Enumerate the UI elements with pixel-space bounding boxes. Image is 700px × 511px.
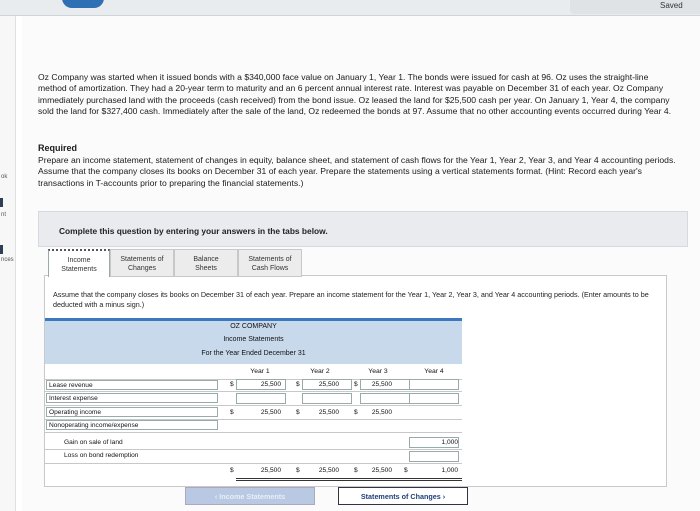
- column-header-year4: Year 4: [424, 368, 444, 375]
- value-operating-income-year3: 25,500: [371, 409, 392, 416]
- column-header-year1: Year 1: [250, 368, 270, 375]
- column-header-year3: Year 3: [368, 368, 388, 375]
- column-header-year2: Year 2: [310, 368, 330, 375]
- input-lease-revenue-year4[interactable]: [409, 379, 459, 390]
- value-operating-income-year2: 25,500: [318, 409, 339, 416]
- input-loss-on-bond-year4[interactable]: [409, 451, 459, 462]
- tab-statements-of-changes[interactable]: [110, 249, 174, 277]
- prev-tab-button[interactable]: [185, 487, 315, 505]
- sidebar-marker-2: [0, 245, 3, 254]
- tab-income-statements-line1: Income: [67, 257, 91, 264]
- currency-sign: $: [354, 381, 358, 388]
- statement-period: For the Year Ended December 31: [201, 350, 306, 357]
- chevron-right-icon: ›: [440, 492, 446, 501]
- input-interest-expense-year2[interactable]: [302, 393, 352, 404]
- tab-statements-of-changes-line2: Changes: [127, 265, 157, 272]
- input-interest-expense-year1[interactable]: [236, 393, 286, 404]
- value-lease-revenue-year1: 25,500: [260, 381, 281, 388]
- currency-sign: $: [296, 381, 300, 388]
- tab-statements-of-cash-flows-line1: Statements of: [248, 256, 292, 263]
- required-text: Prepare an income statement, statement of changes in equity, balance sheet, and statement of cash flows for the Year 1, Year 2, Year 3, and Year 4 accounting periods. Assume that the company closes its books on December 31 of each year. Prepare the statements using a vertical statements format. (Hint: Record each year's transactions in T-accounts prior to preparing the financial statements.): [38, 155, 676, 188]
- instruction-banner: [38, 211, 688, 247]
- prev-tab-label: Income Statements: [219, 492, 286, 501]
- statement-company: OZ COMPANY: [230, 323, 277, 330]
- tab-balance-sheets[interactable]: [174, 249, 238, 277]
- next-tab-button[interactable]: [338, 487, 468, 505]
- tab-statements-of-changes-line1: Statements of: [120, 256, 164, 263]
- row-divider: [45, 463, 462, 464]
- total-underline: [236, 478, 462, 479]
- tab-income-statements-line2: Statements: [61, 266, 97, 273]
- tab-statements-of-cash-flows[interactable]: [238, 249, 302, 277]
- row-label-gain-on-sale: Gain on sale of land: [64, 439, 123, 446]
- total-double-underline: [236, 480, 462, 481]
- row-divider: [45, 449, 462, 450]
- value-net-income-year1: 25,500: [260, 467, 281, 474]
- value-net-income-year4: 1,000: [441, 467, 458, 474]
- value-operating-income-year1: 25,500: [260, 409, 281, 416]
- value-gain-on-sale-year4: 1,000: [441, 439, 458, 446]
- currency-sign: $: [354, 467, 358, 474]
- sidebar-marker-1: [0, 198, 3, 207]
- value-net-income-year2: 25,500: [318, 467, 339, 474]
- currency-sign: $: [296, 467, 300, 474]
- value-lease-revenue-year3: 25,500: [371, 381, 392, 388]
- row-divider: [45, 432, 462, 433]
- statement-title: Income Statements: [223, 336, 284, 343]
- currency-sign: $: [230, 467, 234, 474]
- saved-label: Saved: [660, 1, 683, 10]
- currency-sign: $: [230, 381, 234, 388]
- check-badge: [62, 0, 104, 8]
- tab-income-statements[interactable]: [48, 249, 110, 277]
- statement-header: [45, 318, 462, 364]
- sidebar-label-2: nt: [1, 212, 7, 218]
- row-divider: [45, 405, 462, 406]
- currency-sign: $: [354, 409, 358, 416]
- row-label-lease-revenue[interactable]: Lease revenue: [46, 380, 218, 390]
- tab-statements-of-cash-flows-line2: Cash Flows: [251, 265, 289, 272]
- left-sidebar: [0, 16, 16, 511]
- currency-sign: $: [404, 467, 408, 474]
- required-title: Required: [38, 143, 78, 153]
- row-label-nonoperating[interactable]: Nonoperating income/expense: [46, 420, 218, 430]
- input-interest-expense-year4[interactable]: [409, 393, 459, 404]
- saved-indicator: [570, 0, 700, 14]
- row-label-loss-on-bond: Loss on bond redemption: [64, 452, 139, 459]
- value-lease-revenue-year2: 25,500: [318, 381, 339, 388]
- sidebar-label-3: nces: [1, 257, 14, 263]
- problem-text: Oz Company was started when it issued bonds with a $340,000 face value on January 1, Year 1. The bonds were issued for cash at 96. Oz uses the straight-line method of amortization. They had a 20-year term to maturity and an 6 percent annual interest rate. Interest was payable on December 31 of each year. Oz Company immediately purchased land with the proceeds (cash received) from the bond issue. Oz leased the land for $25,500 cash per year. On January 1, Year 4, the company sold the land for $327,400 cash. Immediately after the sale of the land, Oz redeemed the bonds at 97. Assume that no other accounting events occurred during Year 4.: [38, 72, 671, 117]
- next-tab-label: Statements of Changes: [360, 492, 441, 501]
- row-label-operating-income[interactable]: Operating income: [46, 407, 218, 417]
- sidebar-label-1: ok: [1, 174, 8, 180]
- currency-sign: $: [296, 409, 300, 416]
- row-divider: [45, 391, 462, 392]
- tab-instructions: Assume that the company closes its books on December 31 of each year. Prepare an income statement for the Year 1, Year 2, Year 3, and Year 4 accounting periods. (Enter amounts to be deducted with a minus sign.): [53, 290, 649, 309]
- value-net-income-year3: 25,500: [371, 467, 392, 474]
- input-interest-expense-year3[interactable]: [360, 393, 410, 404]
- chevron-left-icon: ‹: [214, 492, 220, 501]
- instruction-banner-text: Complete this question by entering your answers in the tabs below.: [59, 226, 328, 236]
- currency-sign: $: [230, 409, 234, 416]
- row-label-interest-expense[interactable]: Interest expense: [46, 393, 218, 403]
- tab-balance-sheets-line2: Sheets: [195, 265, 217, 272]
- tab-balance-sheets-line1: Balance: [193, 256, 219, 263]
